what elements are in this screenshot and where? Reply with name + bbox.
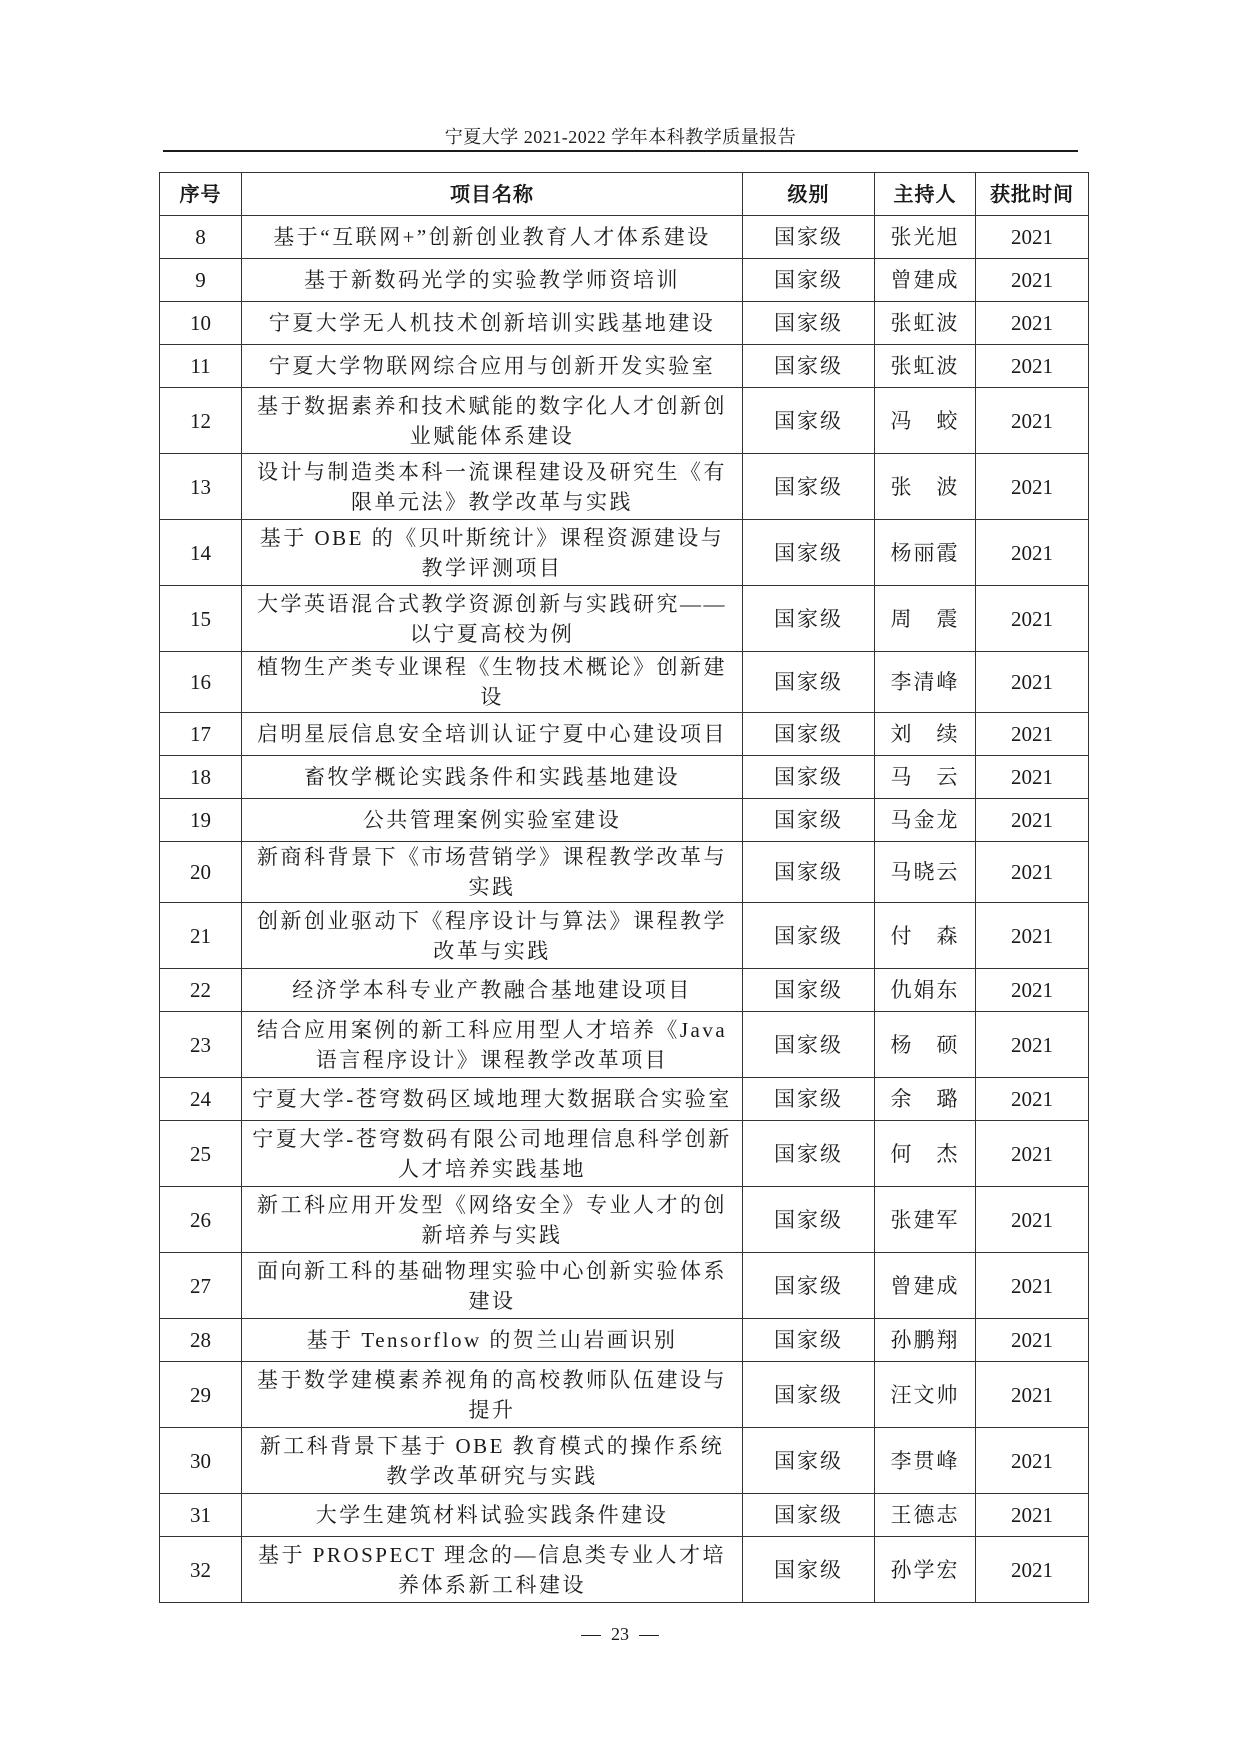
- cell-name: 基于数据素养和技术赋能的数字化人才创新创业赋能体系建设: [242, 388, 743, 454]
- cell-host: 何 杰: [875, 1121, 976, 1187]
- cell-year: 2021: [976, 1537, 1089, 1603]
- cell-host: 张 波: [875, 454, 976, 520]
- cell-no: 18: [160, 756, 242, 799]
- cell-year: 2021: [976, 520, 1089, 586]
- cell-level: 国家级: [743, 345, 875, 388]
- cell-name: 基于 OBE 的《贝叶斯统计》课程资源建设与教学评测项目: [242, 520, 743, 586]
- table-row: [160, 842, 1089, 903]
- cell-host: 余 璐: [875, 1078, 976, 1121]
- cell-name: 启明星辰信息安全培训认证宁夏中心建设项目: [242, 713, 743, 756]
- cell-name: 公共管理案例实验室建设: [242, 799, 743, 842]
- table-row: [160, 1428, 1089, 1494]
- cell-no: 13: [160, 454, 242, 520]
- cell-host: 马金龙: [875, 799, 976, 842]
- cell-no: 32: [160, 1537, 242, 1603]
- cell-host: 仇娟东: [875, 969, 976, 1012]
- cell-no: 27: [160, 1253, 242, 1319]
- cell-level: 国家级: [743, 1078, 875, 1121]
- cell-level: 国家级: [743, 1362, 875, 1428]
- cell-level: 国家级: [743, 388, 875, 454]
- cell-host: 刘 续: [875, 713, 976, 756]
- page-number: 23: [611, 1624, 629, 1644]
- cell-host: 马晓云: [875, 842, 976, 903]
- cell-level: 国家级: [743, 1494, 875, 1537]
- cell-level: 国家级: [743, 1319, 875, 1362]
- cell-no: 16: [160, 652, 242, 713]
- page-footer: [0, 1620, 1240, 1648]
- cell-name: 设计与制造类本科一流课程建设及研究生《有限单元法》教学改革与实践: [242, 454, 743, 520]
- table-row: [160, 1078, 1089, 1121]
- cell-host: 马 云: [875, 756, 976, 799]
- cell-host: 周 震: [875, 586, 976, 652]
- cell-host: 付 森: [875, 903, 976, 969]
- cell-host: 李贯峰: [875, 1428, 976, 1494]
- cell-no: 14: [160, 520, 242, 586]
- cell-year: 2021: [976, 586, 1089, 652]
- cell-year: 2021: [976, 1494, 1089, 1537]
- header-year: 获批时间: [976, 173, 1089, 216]
- table-row: [160, 1494, 1089, 1537]
- cell-name: 畜牧学概论实践条件和实践基地建设: [242, 756, 743, 799]
- cell-level: 国家级: [743, 1121, 875, 1187]
- cell-name: 创新创业驱动下《程序设计与算法》课程教学改革与实践: [242, 903, 743, 969]
- cell-no: 26: [160, 1187, 242, 1253]
- table-body: [160, 216, 1089, 1603]
- cell-year: 2021: [976, 454, 1089, 520]
- table-row: [160, 903, 1089, 969]
- table-row: [160, 1362, 1089, 1428]
- cell-name: 植物生产类专业课程《生物技术概论》创新建设: [242, 652, 743, 713]
- table-row: [160, 586, 1089, 652]
- cell-level: 国家级: [743, 1428, 875, 1494]
- cell-name: 宁夏大学物联网综合应用与创新开发实验室: [242, 345, 743, 388]
- cell-host: 李清峰: [875, 652, 976, 713]
- table-row: [160, 1121, 1089, 1187]
- table-row: [160, 969, 1089, 1012]
- cell-year: 2021: [976, 1121, 1089, 1187]
- cell-host: 张建军: [875, 1187, 976, 1253]
- cell-name: 新工科应用开发型《网络安全》专业人才的创新培养与实践: [242, 1187, 743, 1253]
- cell-year: 2021: [976, 1253, 1089, 1319]
- cell-host: 曾建成: [875, 259, 976, 302]
- table-row: [160, 302, 1089, 345]
- header-level: 级别: [743, 173, 875, 216]
- header-no: 序号: [160, 173, 242, 216]
- table-row: [160, 1187, 1089, 1253]
- cell-year: 2021: [976, 1078, 1089, 1121]
- cell-host: 张光旭: [875, 216, 976, 259]
- cell-host: 孙学宏: [875, 1537, 976, 1603]
- table-row: [160, 1319, 1089, 1362]
- cell-year: 2021: [976, 302, 1089, 345]
- cell-host: 张虹波: [875, 345, 976, 388]
- cell-name: 基于 PROSPECT 理念的—信息类专业人才培养体系新工科建设: [242, 1537, 743, 1603]
- table-header-row: [160, 173, 1089, 216]
- cell-year: 2021: [976, 1428, 1089, 1494]
- cell-level: 国家级: [743, 713, 875, 756]
- cell-year: 2021: [976, 799, 1089, 842]
- cell-year: 2021: [976, 842, 1089, 903]
- table-row: [160, 345, 1089, 388]
- cell-year: 2021: [976, 713, 1089, 756]
- cell-name: 基于 Tensorflow 的贺兰山岩画识别: [242, 1319, 743, 1362]
- cell-name: 新工科背景下基于 OBE 教育模式的操作系统教学改革研究与实践: [242, 1428, 743, 1494]
- cell-no: 9: [160, 259, 242, 302]
- cell-year: 2021: [976, 259, 1089, 302]
- cell-year: 2021: [976, 1319, 1089, 1362]
- cell-level: 国家级: [743, 586, 875, 652]
- cell-host: 张虹波: [875, 302, 976, 345]
- table-row: [160, 713, 1089, 756]
- cell-name: 结合应用案例的新工科应用型人才培养《Java 语言程序设计》课程教学改革项目: [242, 1012, 743, 1078]
- cell-year: 2021: [976, 345, 1089, 388]
- cell-no: 28: [160, 1319, 242, 1362]
- cell-no: 24: [160, 1078, 242, 1121]
- table-row: [160, 799, 1089, 842]
- header-name: 项目名称: [242, 173, 743, 216]
- projects-table: [159, 172, 1089, 1603]
- cell-name: 宁夏大学无人机技术创新培训实践基地建设: [242, 302, 743, 345]
- cell-level: 国家级: [743, 799, 875, 842]
- cell-year: 2021: [976, 969, 1089, 1012]
- table-row: [160, 1537, 1089, 1603]
- cell-year: 2021: [976, 756, 1089, 799]
- cell-name: 大学英语混合式教学资源创新与实践研究——以宁夏高校为例: [242, 586, 743, 652]
- cell-level: 国家级: [743, 1537, 875, 1603]
- cell-no: 17: [160, 713, 242, 756]
- table-row: [160, 454, 1089, 520]
- cell-level: 国家级: [743, 652, 875, 713]
- table-row: [160, 756, 1089, 799]
- cell-host: 孙鹏翔: [875, 1319, 976, 1362]
- dash-right: [639, 1635, 659, 1636]
- cell-name: 宁夏大学-苍穹数码有限公司地理信息科学创新人才培养实践基地: [242, 1121, 743, 1187]
- table-row: [160, 652, 1089, 713]
- cell-level: 国家级: [743, 903, 875, 969]
- cell-level: 国家级: [743, 454, 875, 520]
- running-head: 宁夏大学 2021-2022 学年本科教学质量报告: [444, 127, 797, 147]
- table-row: [160, 520, 1089, 586]
- cell-year: 2021: [976, 216, 1089, 259]
- cell-level: 国家级: [743, 842, 875, 903]
- cell-level: 国家级: [743, 1253, 875, 1319]
- table-row: [160, 1012, 1089, 1078]
- cell-no: 12: [160, 388, 242, 454]
- table-row: [160, 259, 1089, 302]
- cell-no: 31: [160, 1494, 242, 1537]
- cell-no: 21: [160, 903, 242, 969]
- cell-level: 国家级: [743, 1187, 875, 1253]
- cell-name: 新商科背景下《市场营销学》课程教学改革与实践: [242, 842, 743, 903]
- cell-host: 曾建成: [875, 1253, 976, 1319]
- cell-name: 宁夏大学-苍穹数码区域地理大数据联合实验室: [242, 1078, 743, 1121]
- cell-name: 基于新数码光学的实验教学师资培训: [242, 259, 743, 302]
- cell-year: 2021: [976, 388, 1089, 454]
- cell-name: 大学生建筑材料试验实践条件建设: [242, 1494, 743, 1537]
- cell-no: 15: [160, 586, 242, 652]
- cell-level: 国家级: [743, 756, 875, 799]
- cell-level: 国家级: [743, 520, 875, 586]
- header-rule: [163, 150, 1078, 152]
- cell-level: 国家级: [743, 302, 875, 345]
- cell-host: 王德志: [875, 1494, 976, 1537]
- cell-no: 22: [160, 969, 242, 1012]
- cell-name: 基于“互联网+”创新创业教育人才体系建设: [242, 216, 743, 259]
- cell-level: 国家级: [743, 259, 875, 302]
- cell-year: 2021: [976, 1012, 1089, 1078]
- header-host: 主持人: [875, 173, 976, 216]
- cell-year: 2021: [976, 1187, 1089, 1253]
- cell-no: 30: [160, 1428, 242, 1494]
- cell-level: 国家级: [743, 1012, 875, 1078]
- table-row: [160, 1253, 1089, 1319]
- dash-left: [581, 1635, 601, 1636]
- cell-no: 19: [160, 799, 242, 842]
- cell-no: 8: [160, 216, 242, 259]
- cell-name: 经济学本科专业产教融合基地建设项目: [242, 969, 743, 1012]
- cell-year: 2021: [976, 1362, 1089, 1428]
- cell-level: 国家级: [743, 216, 875, 259]
- cell-no: 25: [160, 1121, 242, 1187]
- cell-level: 国家级: [743, 969, 875, 1012]
- cell-host: 杨 硕: [875, 1012, 976, 1078]
- table-row: [160, 388, 1089, 454]
- table-row: [160, 216, 1089, 259]
- cell-host: 杨丽霞: [875, 520, 976, 586]
- cell-host: 冯 蛟: [875, 388, 976, 454]
- cell-no: 10: [160, 302, 242, 345]
- cell-year: 2021: [976, 903, 1089, 969]
- cell-year: 2021: [976, 652, 1089, 713]
- cell-no: 11: [160, 345, 242, 388]
- cell-no: 23: [160, 1012, 242, 1078]
- cell-name: 面向新工科的基础物理实验中心创新实验体系建设: [242, 1253, 743, 1319]
- cell-name: 基于数学建模素养视角的高校教师队伍建设与提升: [242, 1362, 743, 1428]
- cell-host: 汪文帅: [875, 1362, 976, 1428]
- cell-no: 20: [160, 842, 242, 903]
- cell-no: 29: [160, 1362, 242, 1428]
